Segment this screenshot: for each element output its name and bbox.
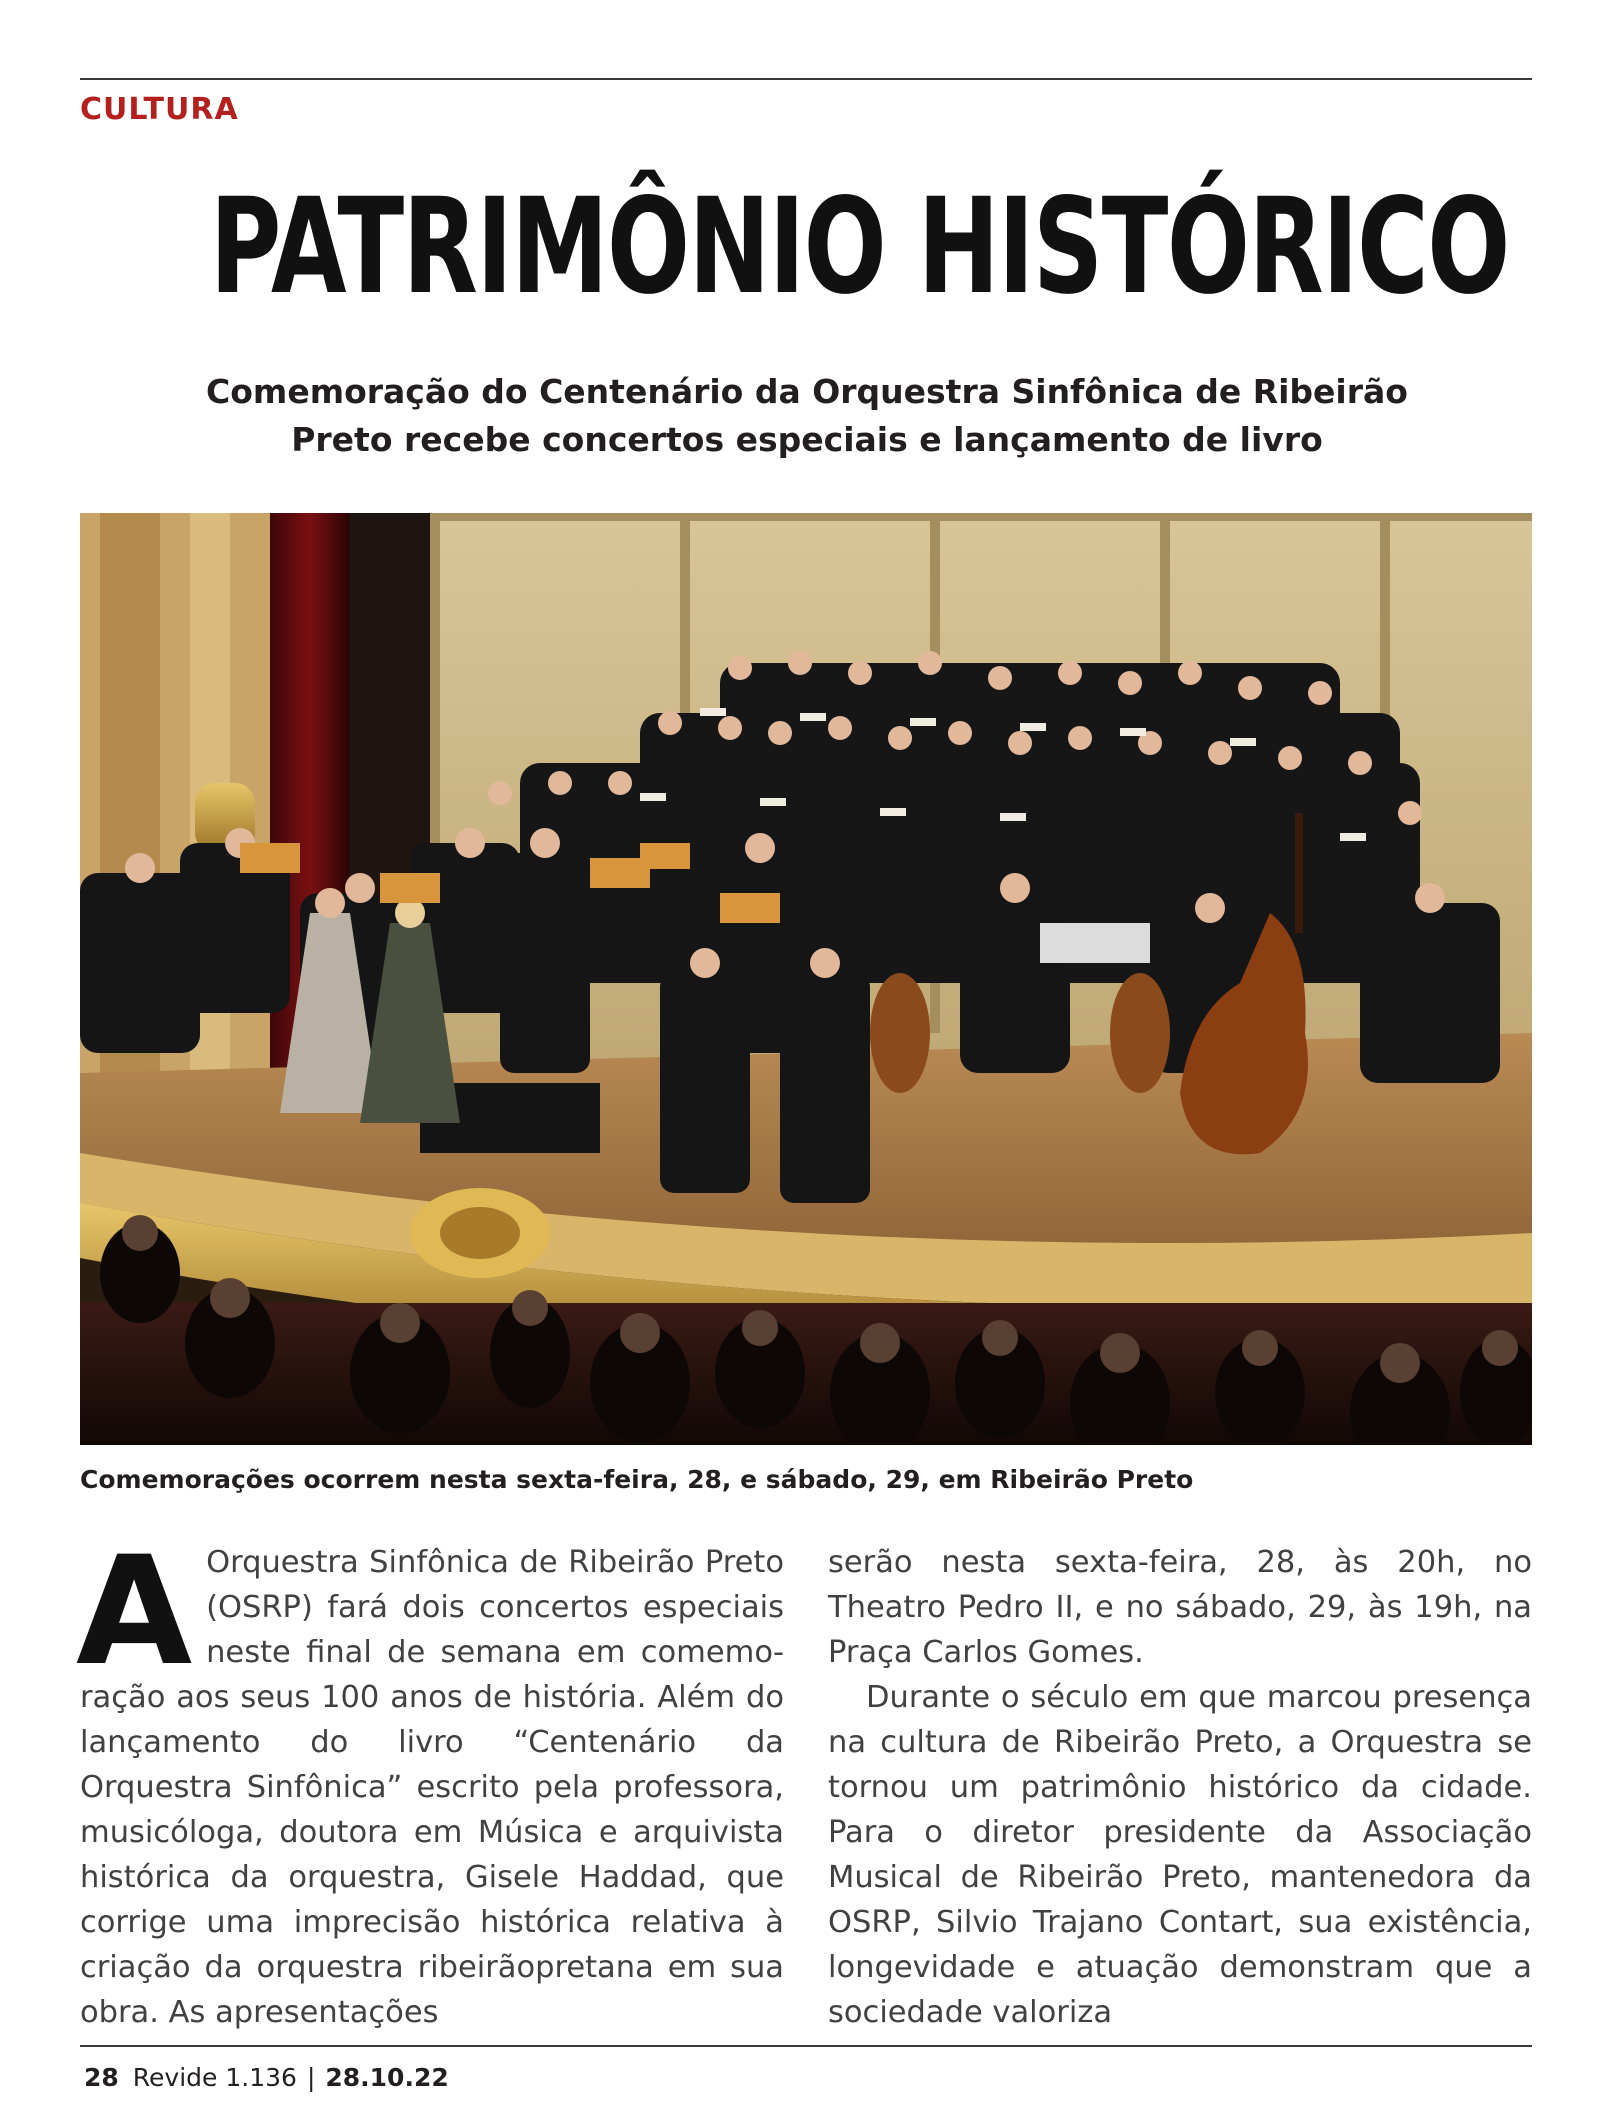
orchestra-photo (80, 513, 1532, 1445)
article-column-right (828, 1540, 1532, 2035)
publication-name: Revide 1.136 (132, 2063, 297, 2092)
section-label: CULTURA (80, 92, 239, 127)
article-column-left (76, 1525, 784, 2035)
article-paragraph-1 (76, 1525, 784, 2035)
page-title: PATRIMÔNIO HISTÓRICO (209, 170, 1509, 324)
article-paragraph-1-continued: serão nesta sexta-feira, 28, às 20h, no Theatro Pedro II, e no sábado, 29, às 19h, na Praça Carlos Gomes. (828, 1545, 1532, 1670)
page-number: 28 (84, 2063, 119, 2092)
subtitle-line-2: Preto recebe concertos especiais e lançamento de livro (291, 420, 1323, 459)
drop-cap: A (76, 1525, 193, 1699)
bottom-rule (80, 2045, 1532, 2047)
article-paragraph-2: Durante o século em que marcou presença na cultura de Ribeirão Preto, a Orquestra se tornou um patrimônio histórico da cidade. Para o diretor presidente da Associação Musical de Ribeirão Preto, mantenedora da OSRP, Silvio Trajano Contart, sua existência, longevidade e atuação demonstram que a sociedade valoriza (828, 1680, 1532, 2030)
subtitle (180, 368, 1434, 464)
issue-date: 28.10.22 (325, 2063, 449, 2092)
orchestra-photo-illustration (80, 513, 1532, 1445)
top-rule (80, 78, 1532, 80)
footer-separator: | (306, 2063, 316, 2092)
article-paragraph-1-text: Orquestra Sinfônica de Ribeirão Preto (OSRP) fará dois concertos especiais neste final de semana em comemoração aos seus 100 anos de história. Além do lançamento do livro “Centenário da Orquestra Sinfônica” escrito pela professora, musicóloga, doutora em Música e arquivista histórica da orquestra, Gisele Haddad, que corrige uma imprecisão histórica relativa à criação da orquestra ribeirãopretana em sua obra. As apresentações (80, 1545, 784, 2030)
subtitle-line-1: Comemoração do Centenário da Orquestra Sinfônica de Ribeirão (206, 372, 1408, 411)
page-footer (84, 2062, 449, 2094)
photo-caption: Comemorações ocorrem nesta sexta-feira, 28, e sábado, 29, em Ribeirão Preto (80, 1465, 1194, 1494)
